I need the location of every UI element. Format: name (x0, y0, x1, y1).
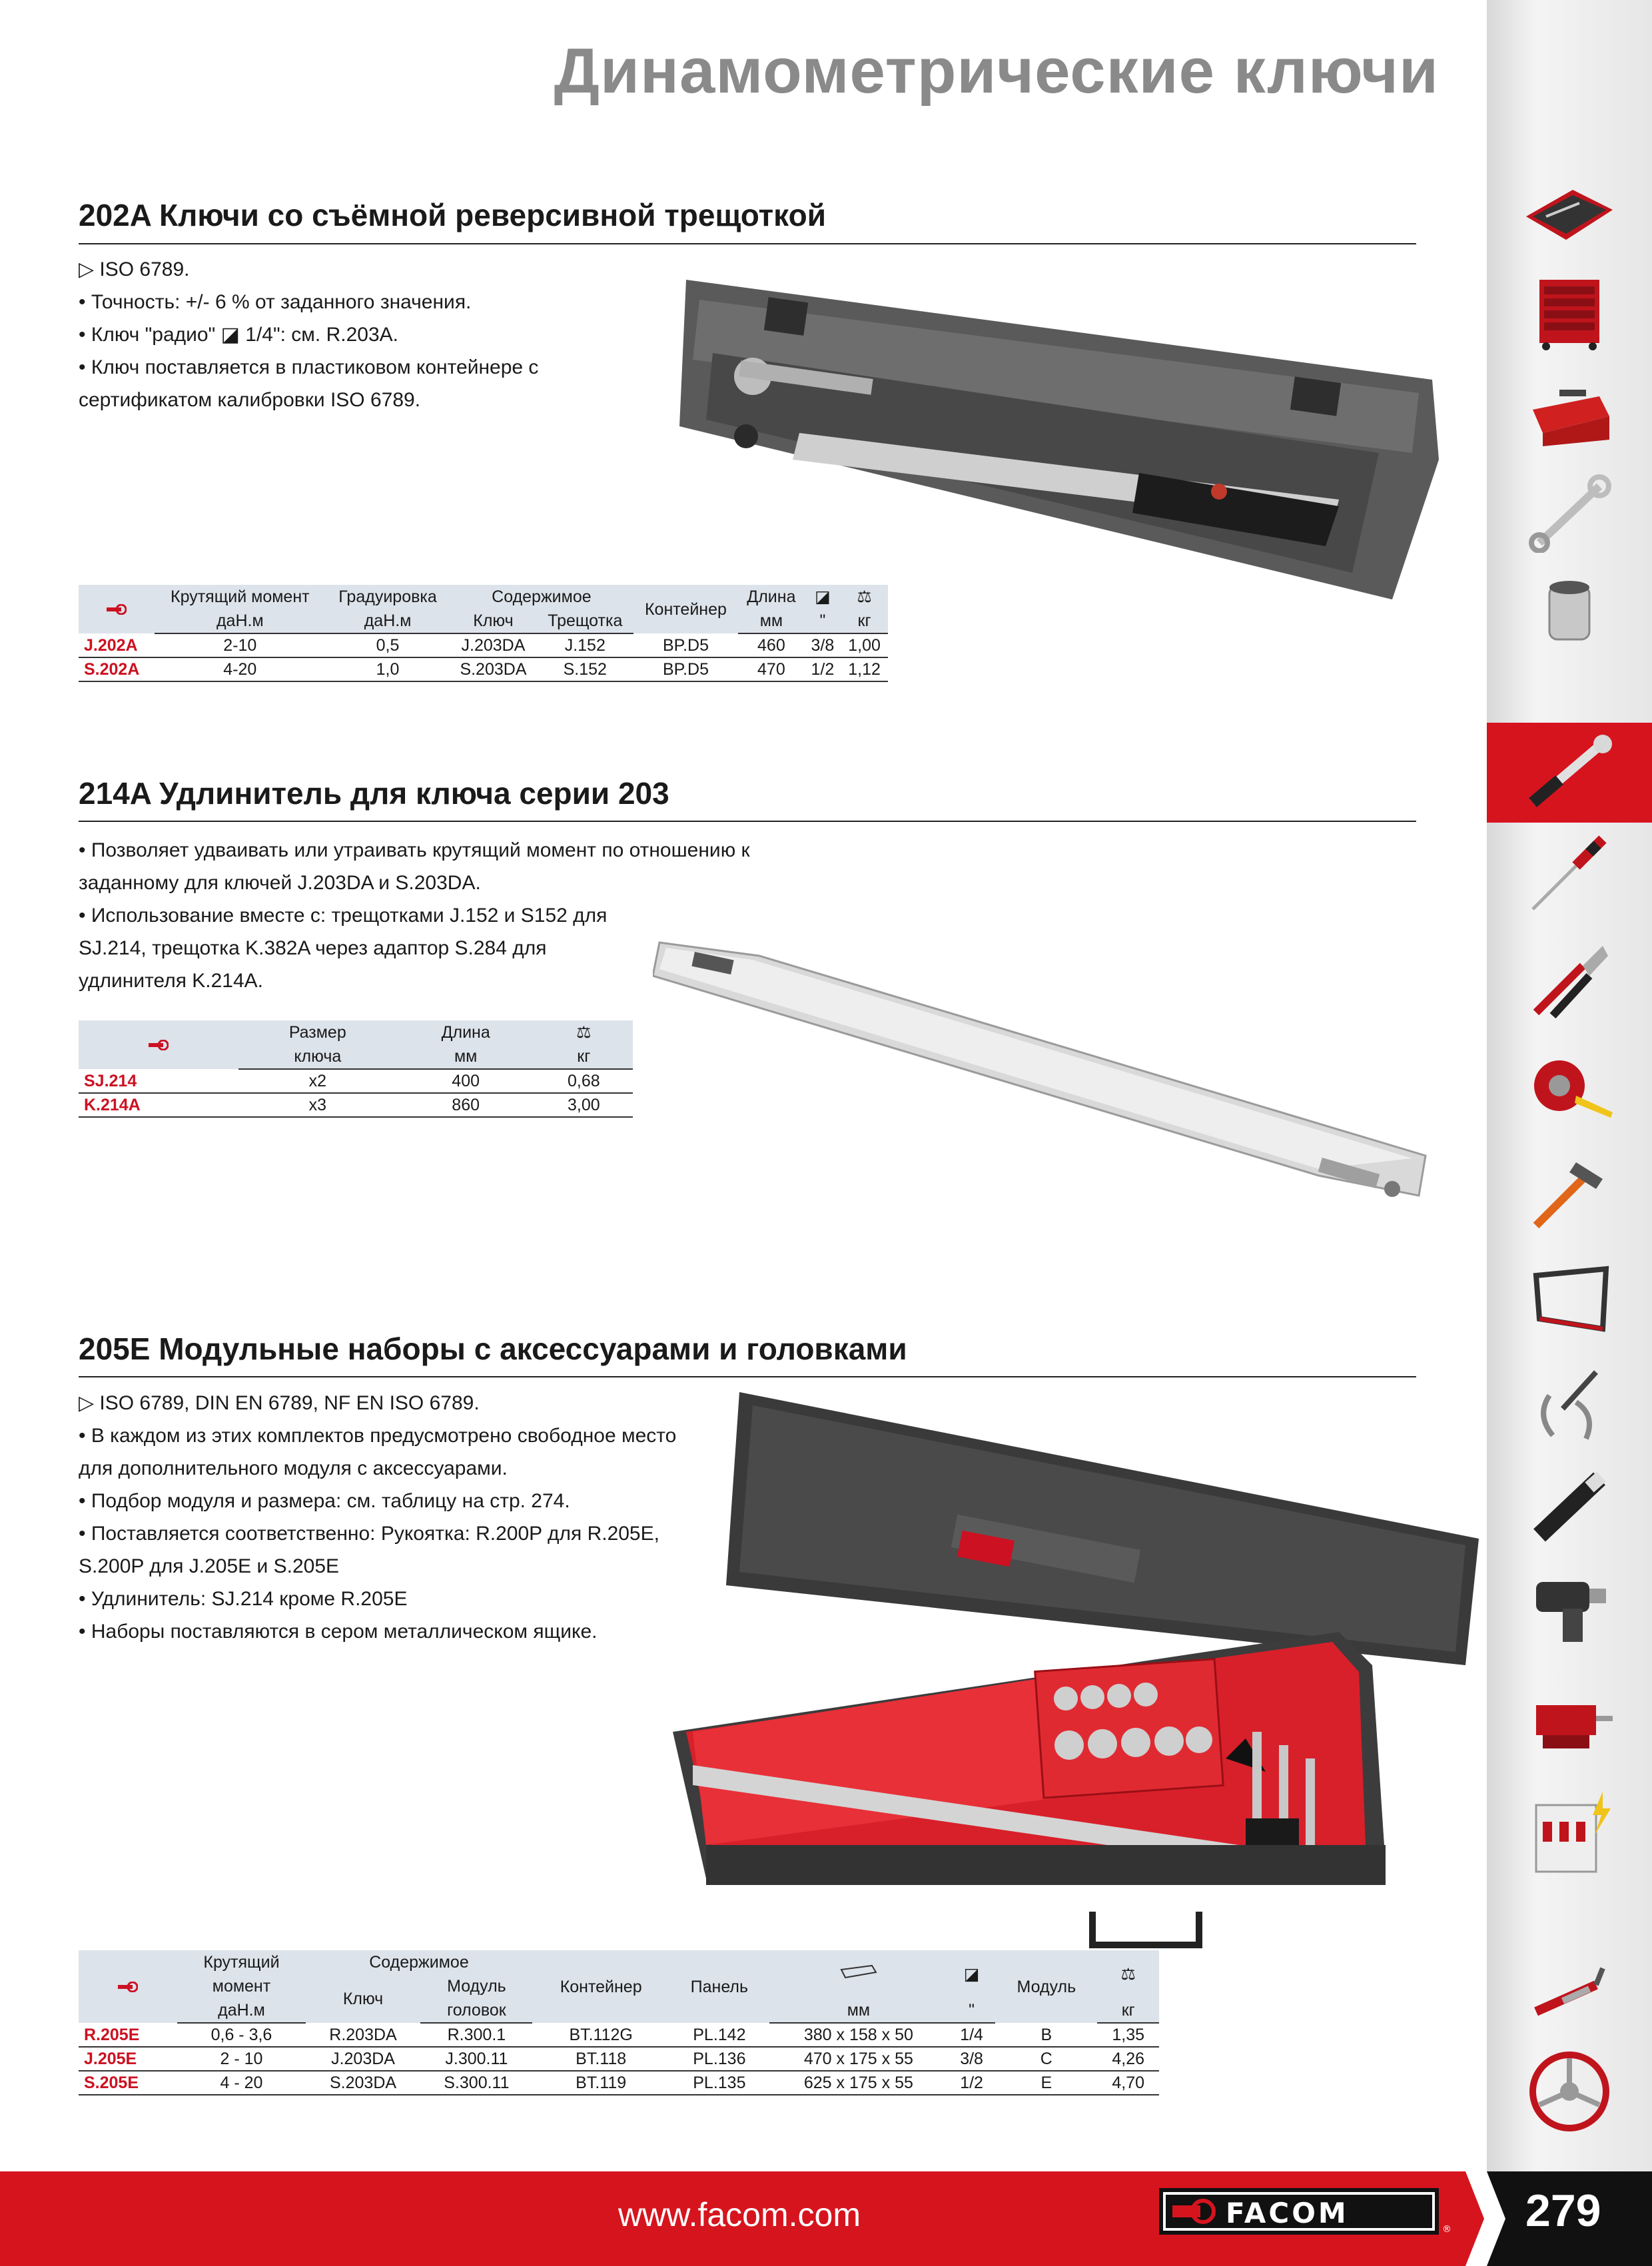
column-header: Контейнер (633, 585, 738, 633)
table-cell: 4,70 (1097, 2071, 1159, 2095)
table-row (79, 1093, 633, 1117)
column-unit: мм (738, 609, 804, 633)
product-reference: K.214A (79, 1093, 238, 1117)
table-cell: 4 - 20 (177, 2071, 305, 2095)
column-header: Модуль (420, 1974, 532, 1998)
tool-box-icon (1523, 376, 1616, 450)
roller-cabinet-icon (1529, 273, 1609, 353)
column-unit: Ключ (450, 609, 537, 633)
svg-text:®: ® (1442, 2224, 1451, 2235)
spec-table-214a (79, 1020, 633, 1118)
column-unit: " (948, 1998, 995, 2023)
table-cell: x2 (238, 1069, 397, 1093)
table-cell: B (995, 2023, 1097, 2047)
tab-pneumatic[interactable] (1487, 1555, 1652, 1655)
table-cell: R.300.1 (420, 2023, 532, 2047)
table-cell: 470 x 175 x 55 (769, 2047, 948, 2071)
table-cell: 4,26 (1097, 2047, 1159, 2071)
column-unit: головок (420, 1998, 532, 2023)
bench-vise-icon (1523, 1679, 1616, 1758)
table-cell: 3/8 (948, 2047, 995, 2071)
table-cell: 2 - 10 (177, 2047, 305, 2071)
section-divider (79, 243, 1416, 244)
weight-icon: ⚖ (1097, 1950, 1159, 1998)
table-cell: 4-20 (155, 657, 326, 681)
description-line: заданному для ключей J.203DA и S.203DA. (79, 872, 481, 894)
column-header: Размер (238, 1020, 397, 1044)
table-cell: x3 (238, 1093, 397, 1117)
table-row (79, 1069, 633, 1093)
product-reference: R.205E (79, 2023, 177, 2047)
column-unit: даН.м (155, 609, 326, 633)
table-cell: 400 (397, 1069, 535, 1093)
page-number: 279 (1525, 2185, 1601, 2236)
description-line: SJ.214, трещотка K.382A через адаптор S.284 для (79, 937, 547, 959)
table-row (79, 657, 888, 681)
column-unit: ключа (238, 1044, 397, 1069)
impact-wrench-icon (1523, 1562, 1616, 1649)
steering-wheel-icon (1523, 2045, 1616, 2138)
tool-trolley-tray-icon (1519, 177, 1619, 250)
description-line: • Поставляется соответственно: Рукоятка: R.200P для R.205E, (79, 1523, 659, 1545)
column-unit: кг (1097, 1998, 1159, 2023)
table-cell: PL.136 (669, 2047, 769, 2071)
extension-bar-photo (653, 936, 1439, 1216)
description-line: сертификатом калибровки ISO 6789. (79, 389, 421, 411)
section-title-214a: 214A Удлинитель для ключа серии 203 (79, 776, 669, 811)
dimensions-icon (769, 1950, 948, 1998)
spec-table-205e (79, 1950, 1159, 2095)
description-line: • Точность: +/- 6 % от заданного значения. (79, 291, 472, 313)
page-number-chevron (1465, 2171, 1505, 2266)
description-line: • Удлинитель: SJ.214 кроме R.205E (79, 1588, 408, 1610)
table-row (79, 633, 888, 657)
spec-table-202a (79, 585, 888, 682)
product-reference: SJ.214 (79, 1069, 238, 1093)
tab-automotive[interactable] (1487, 2042, 1652, 2141)
socket-icon (1529, 573, 1609, 653)
tape-measure-icon (1523, 1046, 1616, 1126)
table-row (79, 2047, 1159, 2071)
table-cell: 1,35 (1097, 2023, 1159, 2047)
tab-saws[interactable] (1487, 1249, 1652, 1349)
column-header: Контейнер (532, 1950, 669, 2023)
table-cell: 860 (397, 1093, 535, 1117)
tab-screwdrivers[interactable] (1487, 823, 1652, 923)
rivet-tool-icon (1523, 1952, 1616, 2032)
torque-wrench-case-photo (673, 260, 1459, 606)
description-line: • Ключ "радио" ◪ 1/4": см. R.203A. (79, 324, 398, 346)
table-cell: 1,00 (841, 633, 888, 657)
column-header: Длина (397, 1020, 535, 1044)
tab-sockets[interactable] (1487, 563, 1652, 663)
table-cell: PL.142 (669, 2023, 769, 2047)
table-row (79, 2023, 1159, 2047)
column-unit: мм (769, 1998, 948, 2023)
website-link[interactable]: www.facom.com (618, 2196, 861, 2233)
table-cell: BT.112G (532, 2023, 669, 2047)
table-cell: BT.119 (532, 2071, 669, 2095)
tab-pliers[interactable] (1487, 929, 1652, 1029)
column-header: момент (177, 1974, 305, 1998)
column-header: Содержимое (306, 1950, 533, 1974)
description-line: ▷ ISO 6789, DIN EN 6789, NF EN ISO 6789. (79, 1392, 480, 1414)
description-line: • Наборы поставляются в сером металлическом ящике. (79, 1621, 598, 1643)
hacksaw-icon (1523, 1256, 1616, 1342)
tab-pullers[interactable] (1487, 1355, 1652, 1455)
table-cell: 625 x 175 x 55 (769, 2071, 948, 2095)
description-line: • В каждом из этих комплектов предусмотрено свободное место (79, 1425, 677, 1447)
facom-logo-icon (79, 585, 155, 633)
tab-wrenches[interactable] (1487, 463, 1652, 563)
description-line: • Ключ поставляется в пластиковом контейнере с (79, 356, 539, 378)
circuit-breaker-icon (1523, 1785, 1616, 1878)
table-cell: 3,00 (535, 1093, 633, 1117)
tab-riveting[interactable] (1487, 1942, 1652, 2042)
description-line: • Использование вместе с: трещотками J.152 и S152 для (79, 905, 608, 927)
table-cell: 1,0 (326, 657, 450, 681)
table-cell: 1/4 (948, 2023, 995, 2047)
column-header: Содержимое (450, 585, 633, 609)
table-cell: S.152 (537, 657, 633, 681)
column-unit: кг (535, 1044, 633, 1069)
product-reference: S.202A (79, 657, 155, 681)
tab-torque-wrenches[interactable] (1487, 723, 1652, 823)
column-unit: Трещотка (537, 609, 633, 633)
column-header: Длина (738, 585, 804, 609)
table-cell: S.203DA (450, 657, 537, 681)
table-cell: J.152 (537, 633, 633, 657)
table-cell: PL.135 (669, 2071, 769, 2095)
table-cell: S.300.11 (420, 2071, 532, 2095)
column-header: Крутящий (177, 1950, 305, 1974)
table-cell: BP.D5 (633, 657, 738, 681)
table-cell: 0,6 - 3,6 (177, 2023, 305, 2047)
column-header: Ключ (306, 1974, 421, 2023)
product-reference: J.205E (79, 2047, 177, 2071)
combination-wrench-icon (1523, 473, 1616, 553)
table-cell: 460 (738, 633, 804, 657)
facom-logo-icon (79, 1020, 238, 1069)
modular-torque-set-photo (666, 1385, 1485, 1958)
tab-hammers[interactable] (1487, 1142, 1652, 1242)
pliers-icon (1523, 936, 1616, 1022)
torque-wrench-icon (1519, 729, 1619, 816)
section-divider (79, 821, 1416, 822)
facom-brand-logo (1159, 2188, 1452, 2238)
table-cell: J.203DA (306, 2047, 421, 2071)
section-205e-description (79, 1387, 676, 1648)
column-header: Модуль (995, 1950, 1097, 2023)
page-title: Динамометрические ключи (554, 35, 1439, 107)
table-cell: 380 x 158 x 50 (769, 2023, 948, 2047)
description-line: • Подбор модуля и размера: см. таблицу на стр. 274. (79, 1490, 570, 1512)
table-cell: J.300.11 (420, 2047, 532, 2071)
tab-lighting[interactable] (1487, 1455, 1652, 1555)
puller-icon (1523, 1362, 1616, 1449)
facom-logo-icon (79, 1950, 177, 2023)
table-cell: 3/8 (805, 633, 841, 657)
column-unit: даН.м (177, 1998, 305, 2023)
table-cell: 0,5 (326, 633, 450, 657)
table-cell: 1/2 (948, 2071, 995, 2095)
description-line: для дополнительного модуля с аксессуарами. (79, 1457, 508, 1479)
tab-roller-cabinet[interactable] (1487, 263, 1652, 363)
drive-square-icon: ◪ (805, 585, 841, 609)
tab-vises[interactable] (1487, 1669, 1652, 1768)
tab-electrical[interactable] (1487, 1782, 1652, 1882)
tab-measuring[interactable] (1487, 1036, 1652, 1136)
table-row (79, 2071, 1159, 2095)
brand-name: FACOM (1226, 2197, 1349, 2229)
flashlight-icon (1523, 1462, 1616, 1549)
section-divider (79, 1376, 1416, 1377)
table-cell: E (995, 2071, 1097, 2095)
section-202a-description (79, 253, 538, 416)
column-header: Крутящий момент (155, 585, 326, 609)
column-unit: мм (397, 1044, 535, 1069)
column-unit: кг (841, 609, 888, 633)
description-line: ▷ ISO 6789. (79, 258, 190, 280)
weight-icon: ⚖ (535, 1020, 633, 1044)
weight-icon: ⚖ (841, 585, 888, 609)
drive-square-icon: ◪ (948, 1950, 995, 1998)
table-cell: 1/2 (805, 657, 841, 681)
tab-tool-trolley[interactable] (1487, 163, 1652, 263)
screwdriver-icon (1523, 829, 1616, 916)
column-unit: даН.м (326, 609, 450, 633)
section-title-202a: 202A Ключи со съёмной реверсивной трещоткой (79, 198, 826, 232)
column-header: Панель (669, 1950, 769, 2023)
column-unit: " (805, 609, 841, 633)
tab-tool-box[interactable] (1487, 363, 1652, 463)
hammer-icon (1523, 1149, 1616, 1236)
section-title-205e: 205E Модульные наборы с аксессуарами и головками (79, 1331, 907, 1366)
description-line: • Позволяет удваивать или утраивать крутящий момент по отношению к (79, 839, 750, 861)
product-reference: S.205E (79, 2071, 177, 2095)
column-header: Градуировка (326, 585, 450, 609)
description-line: S.200P для J.205E и S.205E (79, 1555, 340, 1577)
table-cell: J.203DA (450, 633, 537, 657)
table-cell: S.203DA (306, 2071, 421, 2095)
table-cell: 470 (738, 657, 804, 681)
table-cell: BP.D5 (633, 633, 738, 657)
product-reference: J.202A (79, 633, 155, 657)
table-cell: 2-10 (155, 633, 326, 657)
table-cell: BT.118 (532, 2047, 669, 2071)
table-cell: C (995, 2047, 1097, 2071)
table-cell: R.203DA (306, 2023, 421, 2047)
table-cell: 1,12 (841, 657, 888, 681)
section-214a-description (79, 834, 750, 997)
table-cell: 0,68 (535, 1069, 633, 1093)
description-line: удлинителя K.214A. (79, 970, 264, 992)
